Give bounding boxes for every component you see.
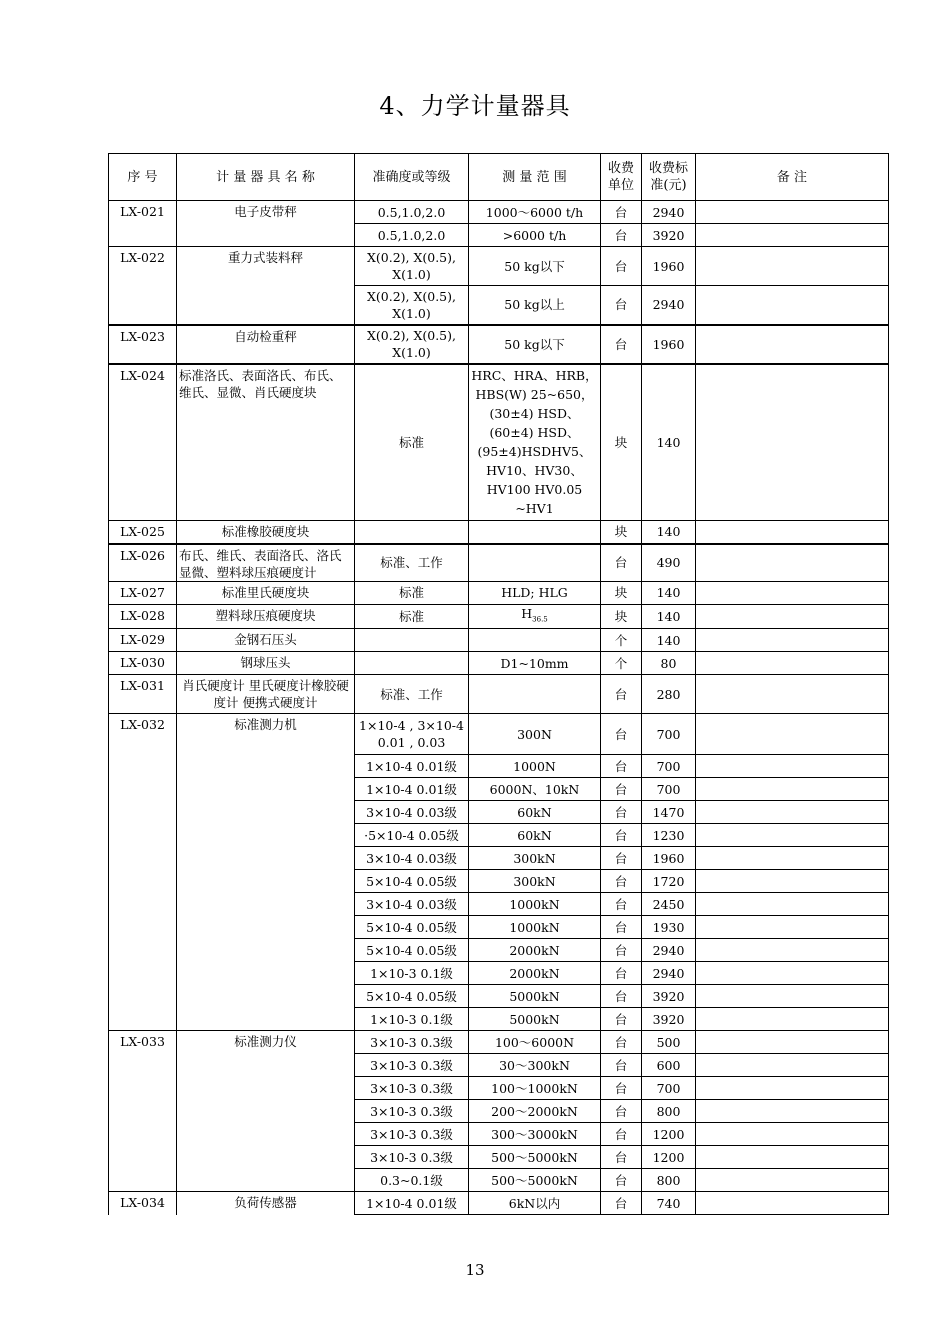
item-code: LX-025 bbox=[109, 521, 177, 544]
remark-cell bbox=[696, 801, 889, 824]
fee-cell: 80 bbox=[642, 652, 696, 675]
table-row bbox=[109, 629, 889, 652]
range-cell: 50 kg以下 bbox=[469, 247, 601, 286]
range-cell: 2000kN bbox=[469, 939, 601, 962]
item-name: 标准测力机 bbox=[177, 714, 355, 1031]
range-cell: HRC、HRA、HRB，HBS(W) 25~650，(30±4) HSD、(60±4) HSD、(95±4)HSDHV5、HV10、HV30、HV100 HV0.05 ~HV1 bbox=[469, 364, 601, 521]
range-cell: 6kN以内 bbox=[469, 1192, 601, 1215]
table-row bbox=[109, 581, 889, 604]
unit-cell: 台 bbox=[601, 916, 642, 939]
fee-cell: 800 bbox=[642, 1100, 696, 1123]
range-cell: 5000kN bbox=[469, 985, 601, 1008]
range-cell: 60kN bbox=[469, 824, 601, 847]
table-row bbox=[109, 1192, 889, 1215]
unit-cell: 台 bbox=[601, 801, 642, 824]
grade-cell: 3×10-3 0.3级 bbox=[355, 1100, 469, 1123]
header-seq: 序 号 bbox=[109, 154, 177, 201]
remark-cell bbox=[696, 201, 889, 224]
fee-cell: 2940 bbox=[642, 962, 696, 985]
item-name: 电子皮带秤 bbox=[177, 201, 355, 247]
unit-cell: 个 bbox=[601, 652, 642, 675]
grade-cell: 3×10-3 0.3级 bbox=[355, 1077, 469, 1100]
page-number: 13 bbox=[465, 1261, 485, 1279]
header-grade: 准确度或等级 bbox=[355, 154, 469, 201]
unit-cell: 台 bbox=[601, 778, 642, 801]
header-name: 计 量 器 具 名 称 bbox=[177, 154, 355, 201]
fee-cell: 1470 bbox=[642, 801, 696, 824]
unit-cell: 个 bbox=[601, 629, 642, 652]
grade-cell: 1×10-4 , 3×10-4 0.01 , 0.03 bbox=[355, 714, 469, 755]
unit-cell: 台 bbox=[601, 962, 642, 985]
remark-cell bbox=[696, 962, 889, 985]
grade-cell: 1×10-4 0.01级 bbox=[355, 755, 469, 778]
remark-cell bbox=[696, 581, 889, 604]
grade-cell: 0.3~0.1级 bbox=[355, 1169, 469, 1192]
fee-table bbox=[108, 153, 889, 1215]
grade-cell: 3×10-4 0.03级 bbox=[355, 801, 469, 824]
fee-cell: 700 bbox=[642, 714, 696, 755]
item-code: LX-023 bbox=[109, 325, 177, 364]
remark-cell bbox=[696, 824, 889, 847]
remark-cell bbox=[696, 893, 889, 916]
remark-cell bbox=[696, 870, 889, 893]
item-code: LX-034 bbox=[109, 1192, 177, 1215]
remark-cell bbox=[696, 629, 889, 652]
fee-cell: 140 bbox=[642, 364, 696, 521]
fee-cell: 2940 bbox=[642, 939, 696, 962]
grade-cell: 5×10-4 0.05级 bbox=[355, 870, 469, 893]
grade-cell bbox=[355, 652, 469, 675]
range-main: H bbox=[521, 605, 533, 621]
item-code: LX-024 bbox=[109, 364, 177, 521]
item-name: 标准测力仪 bbox=[177, 1031, 355, 1192]
range-cell bbox=[469, 629, 601, 652]
range-cell: 300kN bbox=[469, 870, 601, 893]
table-row bbox=[109, 1031, 889, 1054]
range-cell: 2000kN bbox=[469, 962, 601, 985]
grade-cell: 3×10-3 0.3级 bbox=[355, 1123, 469, 1146]
grade-cell: 1×10-4 0.01级 bbox=[355, 1192, 469, 1215]
remark-cell bbox=[696, 1146, 889, 1169]
table-row bbox=[109, 247, 889, 286]
remark-cell bbox=[696, 325, 889, 364]
table-row bbox=[109, 364, 889, 521]
fee-cell: 1230 bbox=[642, 824, 696, 847]
item-name: 负荷传感器 bbox=[177, 1192, 355, 1215]
grade-cell: X(0.2), X(0.5), X(1.0) bbox=[355, 325, 469, 364]
item-name: 标准橡胶硬度块 bbox=[177, 521, 355, 544]
unit-cell: 台 bbox=[601, 847, 642, 870]
unit-cell: 台 bbox=[601, 939, 642, 962]
fee-cell: 1930 bbox=[642, 916, 696, 939]
range-cell: 50 kg以上 bbox=[469, 286, 601, 325]
fee-cell: 2450 bbox=[642, 893, 696, 916]
table-row bbox=[109, 201, 889, 224]
item-code: LX-029 bbox=[109, 629, 177, 652]
range-cell: >6000 t/h bbox=[469, 224, 601, 247]
header-remark: 备 注 bbox=[696, 154, 889, 201]
remark-cell bbox=[696, 1077, 889, 1100]
grade-cell: 3×10-4 0.03级 bbox=[355, 893, 469, 916]
grade-cell: X(0.2), X(0.5), X(1.0) bbox=[355, 247, 469, 286]
grade-cell: 标准、工作 bbox=[355, 544, 469, 582]
range-cell bbox=[469, 604, 601, 629]
unit-cell: 块 bbox=[601, 604, 642, 629]
range-cell: 6000N、10kN bbox=[469, 778, 601, 801]
unit-cell: 台 bbox=[601, 870, 642, 893]
unit-cell: 台 bbox=[601, 675, 642, 714]
fee-cell: 3920 bbox=[642, 1008, 696, 1031]
item-code: LX-022 bbox=[109, 247, 177, 325]
fee-cell: 1960 bbox=[642, 847, 696, 870]
table-row bbox=[109, 521, 889, 544]
item-code: LX-033 bbox=[109, 1031, 177, 1192]
remark-cell bbox=[696, 544, 889, 582]
unit-cell: 台 bbox=[601, 224, 642, 247]
fee-cell: 2940 bbox=[642, 286, 696, 325]
grade-cell: 1×10-3 0.1级 bbox=[355, 962, 469, 985]
unit-cell: 台 bbox=[601, 1054, 642, 1077]
fee-cell: 1720 bbox=[642, 870, 696, 893]
item-code: LX-027 bbox=[109, 581, 177, 604]
range-cell: 1000N bbox=[469, 755, 601, 778]
grade-cell: 0.5,1.0,2.0 bbox=[355, 201, 469, 224]
unit-cell: 台 bbox=[601, 755, 642, 778]
unit-cell: 台 bbox=[601, 247, 642, 286]
fee-cell: 700 bbox=[642, 755, 696, 778]
grade-cell: 标准 bbox=[355, 581, 469, 604]
range-cell: 1000kN bbox=[469, 893, 601, 916]
remark-cell bbox=[696, 939, 889, 962]
range-cell: 1000～6000 t/h bbox=[469, 201, 601, 224]
unit-cell: 台 bbox=[601, 1123, 642, 1146]
range-cell: 60kN bbox=[469, 801, 601, 824]
range-subscript: 36.5 bbox=[532, 615, 548, 623]
unit-cell: 台 bbox=[601, 201, 642, 224]
range-cell: 100～1000kN bbox=[469, 1077, 601, 1100]
range-cell bbox=[469, 544, 601, 582]
item-name: 标准里氏硬度块 bbox=[177, 581, 355, 604]
range-cell: 500～5000kN bbox=[469, 1146, 601, 1169]
range-cell bbox=[469, 521, 601, 544]
item-name: 自动检重秤 bbox=[177, 325, 355, 364]
fee-cell: 500 bbox=[642, 1031, 696, 1054]
grade-cell: X(0.2), X(0.5), X(1.0) bbox=[355, 286, 469, 325]
grade-cell: 5×10-4 0.05级 bbox=[355, 939, 469, 962]
fee-cell: 700 bbox=[642, 1077, 696, 1100]
remark-cell bbox=[696, 1008, 889, 1031]
table-header-row bbox=[109, 154, 889, 201]
grade-cell: ·5×10-4 0.05级 bbox=[355, 824, 469, 847]
remark-cell bbox=[696, 755, 889, 778]
grade-cell: 3×10-3 0.3级 bbox=[355, 1054, 469, 1077]
remark-cell bbox=[696, 714, 889, 755]
remark-cell bbox=[696, 364, 889, 521]
fee-cell: 600 bbox=[642, 1054, 696, 1077]
item-name: 肖氏硬度计 里氏硬度计橡胶硬度计 便携式硬度计 bbox=[177, 675, 355, 714]
remark-cell bbox=[696, 985, 889, 1008]
fee-cell: 490 bbox=[642, 544, 696, 582]
unit-cell: 块 bbox=[601, 581, 642, 604]
fee-cell: 140 bbox=[642, 629, 696, 652]
item-name: 重力式装料秤 bbox=[177, 247, 355, 325]
header-unit: 收费单位 bbox=[601, 154, 642, 201]
range-cell: 30～300kN bbox=[469, 1054, 601, 1077]
grade-cell: 0.5,1.0,2.0 bbox=[355, 224, 469, 247]
range-cell: 500～5000kN bbox=[469, 1169, 601, 1192]
fee-cell: 800 bbox=[642, 1169, 696, 1192]
table-row bbox=[109, 325, 889, 364]
table-row bbox=[109, 652, 889, 675]
range-cell: 1000kN bbox=[469, 916, 601, 939]
table-row bbox=[109, 604, 889, 629]
fee-cell: 280 bbox=[642, 675, 696, 714]
remark-cell bbox=[696, 1031, 889, 1054]
grade-cell: 5×10-4 0.05级 bbox=[355, 916, 469, 939]
unit-cell: 台 bbox=[601, 1100, 642, 1123]
fee-cell: 3920 bbox=[642, 224, 696, 247]
grade-cell bbox=[355, 629, 469, 652]
grade-cell: 1×10-3 0.1级 bbox=[355, 1008, 469, 1031]
fee-cell: 1200 bbox=[642, 1123, 696, 1146]
grade-cell: 3×10-4 0.03级 bbox=[355, 847, 469, 870]
unit-cell: 台 bbox=[601, 325, 642, 364]
unit-cell: 台 bbox=[601, 1008, 642, 1031]
table-row bbox=[109, 675, 889, 714]
grade-cell: 标准 bbox=[355, 604, 469, 629]
unit-cell: 台 bbox=[601, 1031, 642, 1054]
unit-cell: 台 bbox=[601, 714, 642, 755]
grade-cell bbox=[355, 521, 469, 544]
remark-cell bbox=[696, 521, 889, 544]
remark-cell bbox=[696, 1054, 889, 1077]
fee-cell: 1960 bbox=[642, 325, 696, 364]
page-title: 4、力学计量器具 bbox=[379, 92, 571, 120]
unit-cell: 块 bbox=[601, 521, 642, 544]
item-name: 布氏、维氏、表面洛氏、洛氏显微、塑料球压痕硬度计 bbox=[177, 544, 355, 582]
fee-cell: 140 bbox=[642, 604, 696, 629]
header-fee: 收费标准(元) bbox=[642, 154, 696, 201]
range-cell: 200～2000kN bbox=[469, 1100, 601, 1123]
remark-cell bbox=[696, 675, 889, 714]
fee-cell: 140 bbox=[642, 581, 696, 604]
table-row bbox=[109, 714, 889, 755]
table-row bbox=[109, 544, 889, 582]
remark-cell bbox=[696, 1169, 889, 1192]
remark-cell bbox=[696, 604, 889, 629]
item-name: 标准洛氏、表面洛氏、布氏、维氏、显微、肖氏硬度块 bbox=[177, 364, 355, 521]
fee-cell: 140 bbox=[642, 521, 696, 544]
item-code: LX-032 bbox=[109, 714, 177, 1031]
unit-cell: 台 bbox=[601, 1192, 642, 1215]
remark-cell bbox=[696, 652, 889, 675]
remark-cell bbox=[696, 1192, 889, 1215]
item-code: LX-021 bbox=[109, 201, 177, 247]
range-cell: 300～3000kN bbox=[469, 1123, 601, 1146]
unit-cell: 台 bbox=[601, 985, 642, 1008]
remark-cell bbox=[696, 1100, 889, 1123]
fee-cell: 2940 bbox=[642, 201, 696, 224]
remark-cell bbox=[696, 847, 889, 870]
item-code: LX-028 bbox=[109, 604, 177, 629]
fee-cell: 3920 bbox=[642, 985, 696, 1008]
unit-cell: 台 bbox=[601, 1169, 642, 1192]
unit-cell: 块 bbox=[601, 364, 642, 521]
grade-cell: 1×10-4 0.01级 bbox=[355, 778, 469, 801]
unit-cell: 台 bbox=[601, 544, 642, 582]
unit-cell: 台 bbox=[601, 286, 642, 325]
remark-cell bbox=[696, 1123, 889, 1146]
remark-cell bbox=[696, 778, 889, 801]
grade-cell: 5×10-4 0.05级 bbox=[355, 985, 469, 1008]
range-cell bbox=[469, 675, 601, 714]
remark-cell bbox=[696, 916, 889, 939]
range-cell: 300N bbox=[469, 714, 601, 755]
unit-cell: 台 bbox=[601, 1146, 642, 1169]
unit-cell: 台 bbox=[601, 893, 642, 916]
grade-cell: 3×10-3 0.3级 bbox=[355, 1031, 469, 1054]
remark-cell bbox=[696, 224, 889, 247]
grade-cell: 3×10-3 0.3级 bbox=[355, 1146, 469, 1169]
grade-cell: 标准、工作 bbox=[355, 675, 469, 714]
item-code: LX-030 bbox=[109, 652, 177, 675]
fee-cell: 1960 bbox=[642, 247, 696, 286]
remark-cell bbox=[696, 286, 889, 325]
range-cell: 300kN bbox=[469, 847, 601, 870]
fee-cell: 700 bbox=[642, 778, 696, 801]
range-cell: D1~10mm bbox=[469, 652, 601, 675]
grade-cell: 标准 bbox=[355, 364, 469, 521]
range-cell: 100～6000N bbox=[469, 1031, 601, 1054]
item-code: LX-031 bbox=[109, 675, 177, 714]
unit-cell: 台 bbox=[601, 1077, 642, 1100]
header-range: 测 量 范 围 bbox=[469, 154, 601, 201]
range-cell: 50 kg以下 bbox=[469, 325, 601, 364]
item-name: 金钢石压头 bbox=[177, 629, 355, 652]
fee-cell: 1200 bbox=[642, 1146, 696, 1169]
fee-cell: 740 bbox=[642, 1192, 696, 1215]
item-name: 钢球压头 bbox=[177, 652, 355, 675]
remark-cell bbox=[696, 247, 889, 286]
range-cell: 5000kN bbox=[469, 1008, 601, 1031]
item-name: 塑料球压痕硬度块 bbox=[177, 604, 355, 629]
range-cell: HLD; HLG bbox=[469, 581, 601, 604]
item-code: LX-026 bbox=[109, 544, 177, 582]
unit-cell: 台 bbox=[601, 824, 642, 847]
